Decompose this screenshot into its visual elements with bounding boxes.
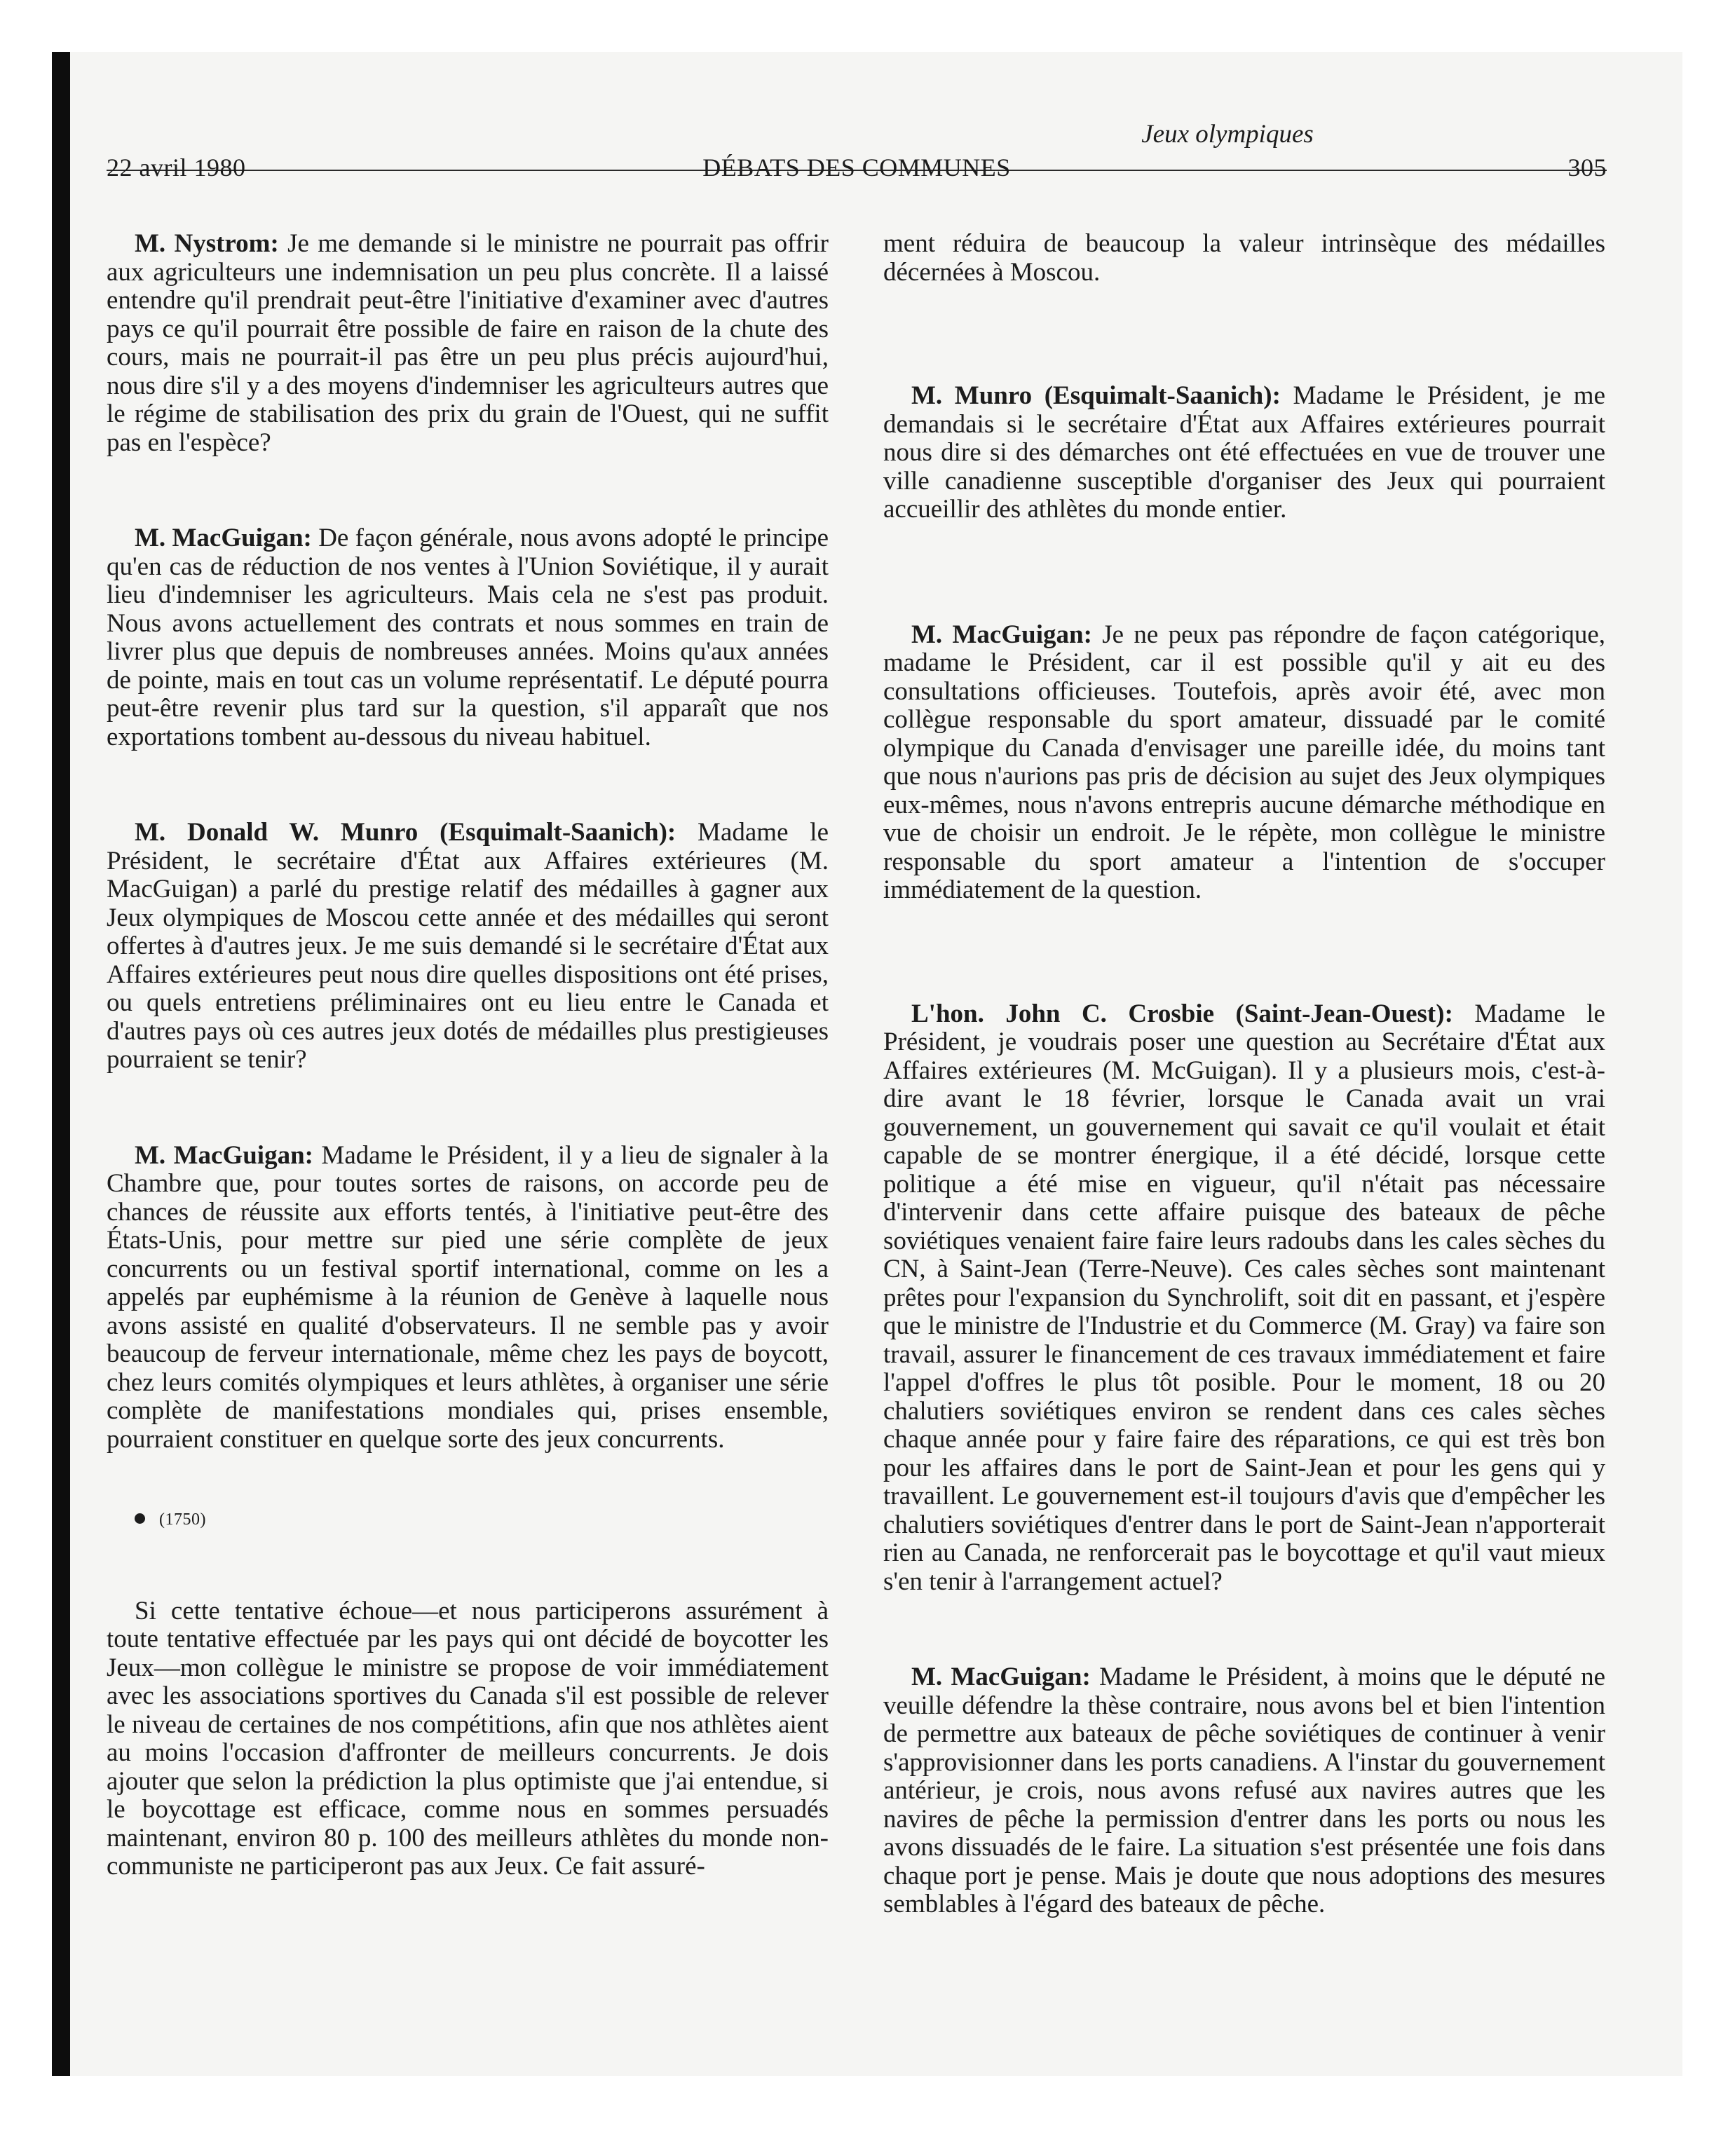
paragraph-text: Je me demande si le ministre ne pourrait pas offrir aux agriculteurs une indemnisation un peu plus concrète. Il a laissé entendre qu'il prendrait peut-être l'initiative d'examiner avec d'autres pays ce qu'il pourrait être possible de faire en raison de la chute des cours, mais ne pourrait-il pas être un peu plus précis aujourd'hui, nous dire s'il y a des moyens d'indemniser les agriculteurs autres que le régime de stabilisation des prix du grain de l'Ouest, qui ne suffit pas en l'espèce?	[107, 229, 829, 457]
paragraph-text: ment réduira de beaucoup la valeur intrinsèque des médailles décernées à Moscou.	[883, 229, 1605, 287]
paragraph	[107, 1597, 829, 1881]
speaker-name: M. Munro (Esquimalt-Saanich):	[911, 381, 1281, 410]
subject-heading: Jeux olympiques	[1141, 120, 1314, 149]
bullet-icon	[135, 1513, 145, 1524]
page-number: 305	[1567, 153, 1607, 182]
speaker-name: M. MacGuigan:	[135, 524, 312, 552]
paragraph-text: Madame le Président, je voudrais poser une question au Secrétaire d'État aux Affaires extérieures (M. McGuigan). Il y a plusieurs mois, c'est-à-dire avant le 18 février, lorsque le Canada avait un vrai gouvernement, un gouvernement qui savait ce qu'il voulait et était capable de se montrer énergique, il a été décidé, lorsque cette politique a été mise en vigueur, qu'il n'était pas nécessaire d'intervenir dans cette affaire puisque des bateaux de pêche soviétiques venaient faire faire leurs radoubs dans les cales sèches du CN, à Saint-Jean (Terre-Neuve). Ces cales sèches sont maintenant prêtes pour l'expansion du Synchrolift, soit dit en passant, et j'espère que le ministre de l'Industrie et du Commerce (M. Gray) va faire son travail, assurer le financement de ces travaux immédiatement et faire l'appel d'offres le plus tôt posible. Pour le moment, 18 ou 20 chalutiers soviétiques environ se rendent dans ces cales sèches chaque année pour y faire faire des réparations, ce qui est très bon pour les affaires dans le port de Saint-Jean et pour les gens qui y travaillent. Le gouvernement est-il toujours d'avis que d'empêcher les chalutiers soviétiques d'entrer dans le port de Saint-Jean n'apporterait rien au Canada, ne renforcerait pas le boycottage et qu'il vaut mieux s'en tenir à l'arrangement actuel?	[883, 999, 1605, 1596]
paragraph	[107, 230, 829, 457]
header-date: 22 avril 1980	[107, 153, 246, 182]
paragraph	[107, 1142, 829, 1454]
paragraph-text: Madame le Président, je me demandais si le secrétaire d'État aux Affaires extérieures pourrait nous dire si des démarches ont été effectuées en vue de trouver une ville canadienne susceptible d'organiser des Jeux qui pourraient accueillir des athlètes du monde entier.	[883, 381, 1605, 524]
speaker-name: L'hon. John C. Crosbie (Saint-Jean-Ouest):	[911, 999, 1453, 1028]
paragraph-text: De façon générale, nous avons adopté le principe qu'en cas de réduction de nos ventes à l'Union Soviétique, il y aurait lieu d'indemniser les agriculteurs. Mais cela ne s'est pas produit. Nous avons actuellement des contrats et nous sommes en train de livrer plus que depuis de nombreuses années. Moins qu'aux années de pointe, mais en tout cas un volume représentatif. Le député pourra peut-être revenir plus tard sur la question, s'il apparaît que nos exportations tombent au-dessous du niveau habituel.	[107, 524, 829, 751]
paragraph	[107, 819, 829, 1074]
right-column	[883, 230, 1605, 1919]
paragraph-text: Je ne peux pas répondre de façon catégorique, madame le Président, car il est possible qu'il y ait eu des consultations officieuses. Toutefois, après avoir été, avec mon collègue responsable du sport amateur, dissuadé par le comité olympique du Canada d'envisager une pareille idée, du moins tant que nous n'aurions pas pris de décision au sujet des Jeux olympiques eux-mêmes, nous n'avons entrepris aucune démarche méthodique en vue de choisir un endroit. Je le répète, mon collègue le ministre responsable du sport amateur a l'intention de s'occuper immédiatement de la question.	[883, 620, 1605, 904]
paragraph-text: Si cette tentative échoue—et nous participerons assurément à toute tentative effectuée par les pays qui ont décidé de boycotter les Jeux—mon collègue le ministre se propose de voir immédiatement avec les associations sportives du Canada s'il est possible de relever le niveau de certaines de nos compétitions, afin que nos athlètes aient au moins l'occasion d'affronter de meilleurs concurrents. Je dois ajouter que selon la prédiction la plus optimiste que j'ai entendue, si le boycottage est efficace, comme nous en sommes persuadés maintenant, environ 80 p. 100 des meilleurs athlètes du monde non-communiste ne participeront pas aux Jeux. Ce fait assuré-	[107, 1596, 829, 1881]
paragraph-continuation	[883, 230, 1605, 287]
paragraph	[883, 382, 1605, 524]
left-column	[107, 230, 829, 1881]
paragraph	[883, 621, 1605, 905]
speaker-name: M. Donald W. Munro (Esquimalt-Saanich):	[135, 818, 676, 847]
paragraph	[107, 524, 829, 751]
speaker-name: M. MacGuigan:	[911, 620, 1092, 649]
speaker-name: M. MacGuigan:	[135, 1140, 313, 1170]
paragraph-text: Madame le Président, à moins que le député ne veuille défendre la thèse contraire, nous avons bel et bien l'intention de permettre aux bateaux de pêche soviétiques de continuer à venir s'approvisionner dans les ports canadiens. A l'instar du gouvernement antérieur, je crois, nous avons refusé aux navires autres que les navires de pêche la permission d'entrer dans les ports ou nous les avons dissuadés de le faire. La situation s'est présentée une fois dans chaque port je pense. Mais je doute que nous adoptions des mesures semblables à l'égard des bateaux de pêche.	[883, 1663, 1605, 1918]
header-title: DÉBATS DES COMMUNES	[702, 153, 1011, 182]
paragraph-text: Madame le Président, il y a lieu de signaler à la Chambre que, pour toutes sortes de raisons, on accorde peu de chances de réussite aux efforts tentés, à l'initiative peut-être des États-Unis, pour mettre sur pied une série complète de jeux concurrents ou un festival sportif international, comme on les a appelés par euphémisme à la réunion de Genève à laquelle nous avons assisté en qualité d'observateurs. Il ne semble pas y avoir beaucoup de ferveur internationale, même chez les pays de boycott, chez leurs comités olympiques et leurs athlètes, à organiser une série complète de manifestations mondiales qui, prises ensemble, pourraient constituer en quelque sorte des jeux concurrents.	[107, 1140, 829, 1454]
timestamp: (1750)	[159, 1510, 206, 1529]
paragraph	[883, 1000, 1605, 1597]
scan-edge	[52, 52, 70, 2076]
paragraph	[883, 1663, 1605, 1919]
speaker-name: M. MacGuigan:	[911, 1663, 1091, 1691]
paragraph-text: Madame le Président, le secrétaire d'État aux Affaires extérieures (M. MacGuigan) a parlé du prestige relatif des médailles à gagner aux Jeux olympiques de Moscou cette année et des médailles qui seront offertes à d'autres jeux. Je me suis demandé si le secrétaire d'État aux Affaires extérieures peut nous dire quelles dispositions ont été prises, ou quels entretiens préliminaires ont eu lieu entre le Canada et d'autres pays où ces autres jeux dotés de médailles plus prestigieuses pourraient se tenir?	[107, 818, 829, 1074]
speaker-name: M. Nystrom:	[135, 229, 279, 258]
timestamp-line	[107, 1503, 829, 1534]
